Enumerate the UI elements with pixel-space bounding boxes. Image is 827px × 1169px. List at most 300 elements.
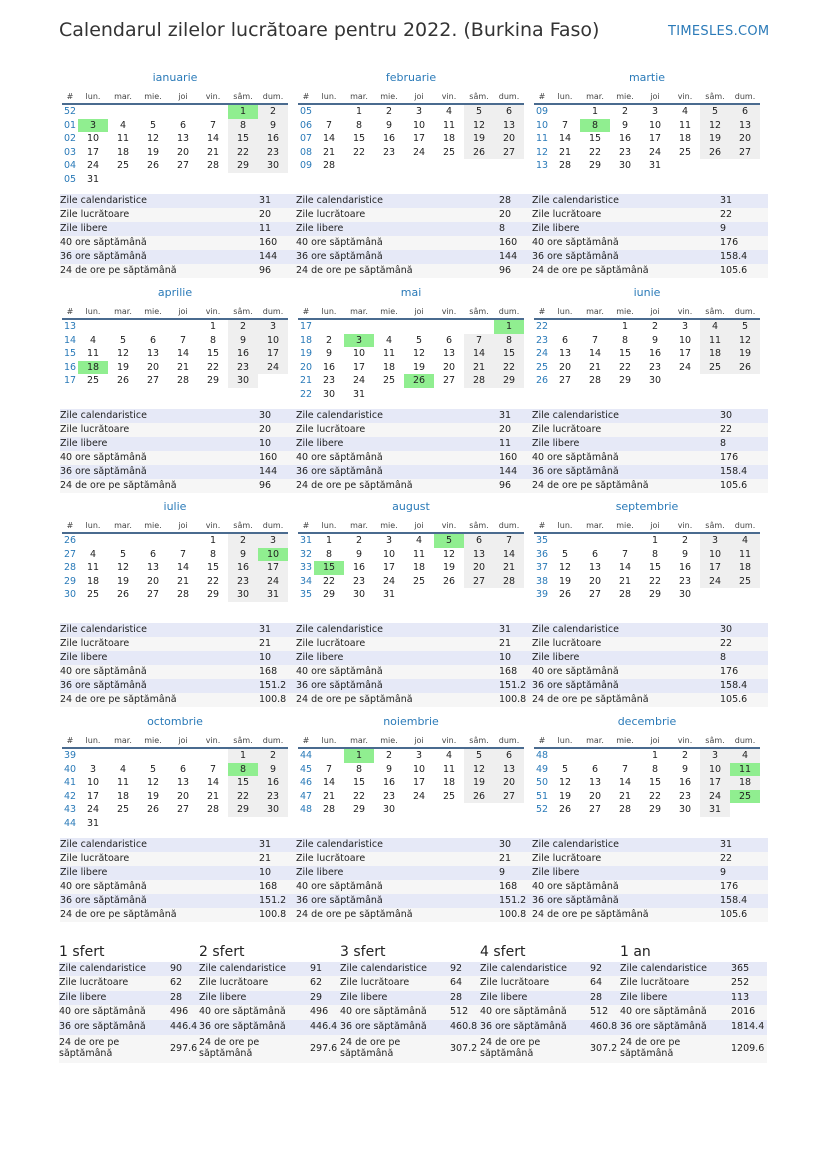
stat-row (532, 465, 768, 479)
weekend-day-cell: 27 (464, 575, 494, 589)
day-header: vin. (434, 89, 464, 104)
stat-row (532, 437, 768, 451)
day-cell: 20 (146, 575, 160, 587)
day-cell: 14 (588, 348, 602, 360)
weekend-day-cell: 13 (494, 763, 524, 777)
day-cell: 26 (146, 804, 160, 816)
week-number: 17 (64, 375, 77, 387)
stat-label: 40 ore săptămână (532, 237, 619, 248)
week-number: 09 (300, 160, 313, 172)
day-cell: 31 (648, 160, 662, 172)
stat-label: 24 de ore pe săptămână (60, 265, 177, 276)
weekend-day-cell: 31 (700, 803, 730, 817)
day-cell: 27 (176, 804, 190, 816)
weekend-day-cell: 15 (228, 776, 258, 790)
stat-label: 36 ore săptămână (532, 680, 619, 691)
day-cell: 14 (206, 133, 220, 145)
month-table (298, 89, 524, 173)
stat-value: 168 (499, 666, 518, 677)
stat-label: Zile lucrătoare (532, 209, 602, 220)
day-cell: 11 (116, 133, 130, 145)
weekend-day-cell: 22 (494, 361, 524, 375)
day-cell: 15 (206, 348, 220, 360)
week-row (62, 763, 288, 777)
week-number: 11 (536, 133, 549, 145)
day-cell: 6 (149, 548, 157, 560)
week-number: 04 (64, 160, 77, 172)
stat-label: 40 ore săptămână (532, 666, 619, 677)
week-number: 31 (300, 535, 313, 547)
summary-value: 297.6 (170, 1043, 198, 1054)
week-row (298, 548, 524, 562)
day-cell: 13 (588, 562, 602, 574)
day-cell: 23 (618, 146, 632, 158)
week-row (534, 104, 760, 119)
weekend-day-cell: 21 (494, 561, 524, 575)
weekend-day-cell: 8 (228, 119, 258, 133)
weekend-day-cell: 24 (700, 575, 730, 589)
day-cell: 11 (86, 348, 100, 360)
week-row (534, 776, 760, 790)
week-row (62, 548, 288, 562)
week-number: 48 (536, 750, 549, 762)
day-cell: 10 (382, 548, 396, 560)
weekend-day-cell: 29 (494, 374, 524, 388)
stat-value: 22 (720, 209, 733, 220)
stat-label: Zile lucrătoare (60, 853, 130, 864)
day-cell: 3 (415, 106, 423, 118)
stat-row (532, 479, 768, 493)
stat-value: 144 (499, 466, 518, 477)
month-name: septembrie (615, 500, 679, 513)
weekend-day-cell: 4 (730, 533, 760, 548)
day-cell: 6 (149, 334, 157, 346)
stat-label: Zile calendaristice (532, 624, 619, 635)
day-cell: 14 (176, 562, 190, 574)
day-header: mar. (580, 304, 610, 319)
week-number: 29 (64, 575, 77, 587)
weekend-day-cell: 24 (258, 575, 288, 589)
day-cell (168, 319, 198, 334)
weekend-day-cell: 8 (494, 334, 524, 348)
stat-row (532, 236, 768, 250)
stat-value: 144 (499, 251, 518, 262)
week-number: 48 (300, 804, 313, 816)
stat-label: Zile libere (532, 652, 580, 663)
stat-label: 40 ore săptămână (296, 237, 383, 248)
stat-value: 158.4 (720, 466, 748, 477)
day-header: # (534, 733, 550, 748)
week-row (298, 361, 524, 375)
weekend-day-cell: 12 (464, 763, 494, 777)
month-table (62, 89, 288, 186)
day-header: mie. (138, 518, 168, 533)
weekend-day-cell: 4 (730, 748, 760, 763)
stat-value: 31 (499, 624, 512, 635)
weekend-day-cell: 12 (700, 119, 730, 133)
day-header: mie. (374, 304, 404, 319)
week-row (62, 748, 288, 763)
week-number: 16 (64, 361, 77, 373)
day-cell: 12 (412, 348, 426, 360)
weekend-day-cell: 25 (700, 361, 730, 375)
day-cell (494, 803, 524, 817)
stat-value: 168 (259, 666, 278, 677)
week-number: 28 (64, 562, 77, 574)
day-header: vin. (670, 89, 700, 104)
summary-label: Zile lucrătoare (199, 977, 269, 988)
day-cell: 30 (678, 589, 692, 601)
stat-label: Zile lucrătoare (296, 638, 366, 649)
weekend-day-cell: 4 (700, 319, 730, 334)
weekend-day-cell: 13 (464, 548, 494, 562)
weekend-day-cell: 15 (494, 347, 524, 361)
day-cell: 1 (621, 321, 629, 333)
day-cell: 20 (558, 361, 572, 373)
day-cell: 28 (588, 375, 602, 387)
weekend-day-cell: 3 (700, 748, 730, 763)
day-cell: 29 (352, 804, 366, 816)
week-number: 41 (64, 777, 77, 789)
stat-label: Zile calendaristice (296, 839, 383, 850)
stat-value: 20 (499, 424, 512, 435)
day-cell (374, 159, 404, 173)
day-cell (228, 817, 258, 831)
day-header: mar. (344, 733, 374, 748)
day-header: joi (404, 518, 434, 533)
stat-value: 176 (720, 452, 739, 463)
summary-label: Zile calendaristice (620, 963, 707, 974)
week-number: 37 (536, 562, 549, 574)
week-row (298, 347, 524, 361)
summary-value: 113 (731, 992, 750, 1003)
day-cell (344, 319, 374, 334)
day-cell: 14 (322, 133, 336, 145)
day-header: vin. (434, 733, 464, 748)
day-cell: 11 (86, 562, 100, 574)
week-number: 08 (300, 146, 313, 158)
day-cell: 16 (382, 133, 396, 145)
stat-label: 24 de ore pe săptămână (532, 694, 649, 705)
stat-label: 40 ore săptămână (532, 452, 619, 463)
holiday-day-cell: 8 (228, 763, 258, 777)
week-row (62, 803, 288, 817)
week-row (534, 146, 760, 160)
summary-label: Zile lucrătoare (340, 977, 410, 988)
stat-row (296, 264, 532, 278)
stat-label: 40 ore săptămână (296, 881, 383, 892)
day-cell: 6 (179, 119, 187, 131)
stat-value: 96 (499, 480, 512, 491)
week-row (62, 790, 288, 804)
weekend-day-cell: 9 (258, 763, 288, 777)
day-cell: 22 (588, 146, 602, 158)
day-cell: 27 (146, 375, 160, 387)
weekend-day-cell: 10 (700, 763, 730, 777)
day-cell: 8 (621, 334, 629, 346)
day-cell (494, 588, 524, 602)
week-row (62, 146, 288, 160)
day-cell: 27 (442, 375, 456, 387)
day-header: joi (168, 733, 198, 748)
stat-row (532, 222, 768, 236)
day-cell (580, 319, 610, 334)
week-number: 40 (64, 763, 77, 775)
day-cell: 26 (558, 804, 572, 816)
weekend-day-cell: 19 (464, 132, 494, 146)
day-cell (138, 817, 168, 831)
summary-period-title: 2 sfert (199, 944, 245, 960)
stat-value: 31 (259, 624, 272, 635)
day-cell: 29 (206, 589, 220, 601)
day-cell: 2 (681, 535, 689, 547)
day-header: # (62, 89, 78, 104)
day-cell: 25 (86, 375, 100, 387)
stat-row (296, 651, 532, 665)
summary-value: 496 (170, 1006, 189, 1017)
stat-label: Zile lucrătoare (60, 209, 130, 220)
day-cell: 17 (352, 361, 366, 373)
day-cell: 28 (206, 804, 220, 816)
month-name: noiembrie (383, 715, 439, 728)
week-number: 20 (300, 361, 313, 373)
stat-row (60, 437, 296, 451)
brand-logo-link[interactable]: TIMESLES.COM (668, 24, 770, 39)
day-cell: 12 (558, 562, 572, 574)
stat-value: 20 (499, 209, 512, 220)
day-cell (434, 319, 464, 334)
day-cell: 11 (116, 777, 130, 789)
summary-label: Zile lucrătoare (480, 977, 550, 988)
weekend-day-cell: 10 (258, 334, 288, 348)
week-row (298, 776, 524, 790)
day-cell: 28 (176, 589, 190, 601)
day-cell: 15 (588, 133, 602, 145)
day-cell (168, 748, 198, 763)
day-header: lun. (550, 518, 580, 533)
stat-value: 160 (259, 452, 278, 463)
month-table (534, 733, 760, 817)
stat-label: 24 de ore pe săptămână (296, 480, 413, 491)
weekend-day-cell: 26 (700, 146, 730, 160)
holiday-day-cell: 1 (344, 748, 374, 763)
day-header: mie. (374, 518, 404, 533)
weekend-day-cell: 2 (228, 319, 258, 334)
day-cell: 7 (325, 763, 333, 775)
day-cell: 22 (648, 575, 662, 587)
day-cell: 31 (86, 173, 100, 185)
stat-value: 8 (720, 438, 727, 449)
day-cell: 25 (412, 575, 426, 587)
day-cell: 18 (442, 777, 456, 789)
week-row (534, 361, 760, 375)
day-header: joi (404, 304, 434, 319)
day-header: mie. (610, 89, 640, 104)
day-cell: 6 (179, 763, 187, 775)
day-cell (78, 533, 108, 548)
day-cell: 27 (588, 804, 602, 816)
day-header: dum. (494, 733, 524, 748)
week-row (298, 132, 524, 146)
day-header: dum. (258, 89, 288, 104)
stat-row (296, 465, 532, 479)
week-number: 32 (300, 548, 313, 560)
holiday-day-cell: 8 (580, 119, 610, 133)
day-cell: 23 (322, 375, 336, 387)
week-row (534, 347, 760, 361)
week-row (62, 374, 288, 388)
day-cell: 8 (651, 763, 659, 775)
weekend-day-cell: 26 (464, 146, 494, 160)
stat-value: 100.8 (259, 694, 287, 705)
week-number: 19 (300, 348, 313, 360)
day-header: # (298, 89, 314, 104)
summary-label: Zile lucrătoare (620, 977, 690, 988)
day-cell: 11 (382, 348, 396, 360)
month-octombrie (62, 715, 288, 830)
day-cell: 10 (412, 763, 426, 775)
holiday-day-cell: 5 (434, 533, 464, 548)
day-header: mar. (580, 89, 610, 104)
month-table (298, 518, 524, 602)
weekend-day-cell: 5 (464, 748, 494, 763)
stat-label: 24 de ore pe săptămână (296, 909, 413, 920)
day-cell (550, 319, 580, 334)
day-cell (404, 803, 434, 817)
day-cell (434, 159, 464, 173)
summary-label: Zile libere (340, 992, 388, 1003)
day-cell: 22 (352, 790, 366, 802)
stat-label: 24 de ore pe săptămână (532, 265, 649, 276)
day-cell: 22 (648, 790, 662, 802)
day-cell: 21 (618, 575, 632, 587)
weekend-day-cell: 20 (494, 776, 524, 790)
day-cell (434, 388, 464, 402)
day-cell: 21 (558, 146, 572, 158)
stat-value: 105.6 (720, 265, 748, 276)
day-cell (168, 104, 198, 119)
holiday-day-cell: 1 (494, 319, 524, 334)
day-cell (404, 588, 434, 602)
day-cell: 10 (648, 119, 662, 131)
stat-value: 176 (720, 666, 739, 677)
summary-label: Zile lucrătoare (59, 977, 129, 988)
day-cell: 23 (678, 790, 692, 802)
day-header: lun. (550, 304, 580, 319)
stat-row (296, 437, 532, 451)
month-iulie (62, 500, 288, 602)
stat-label: Zile calendaristice (296, 195, 383, 206)
stat-row (60, 908, 296, 922)
day-cell: 25 (678, 146, 692, 158)
day-cell (78, 104, 108, 119)
day-header: vin. (670, 304, 700, 319)
week-row (534, 803, 760, 817)
stat-row (60, 465, 296, 479)
day-cell (314, 748, 344, 763)
day-header: mie. (610, 304, 640, 319)
day-header: joi (640, 304, 670, 319)
week-number: 42 (64, 790, 77, 802)
month-table (62, 733, 288, 830)
day-header: sâm. (464, 518, 494, 533)
stat-value: 176 (720, 881, 739, 892)
day-cell: 7 (325, 119, 333, 131)
stat-value: 31 (499, 410, 512, 421)
weekend-day-cell: 3 (258, 533, 288, 548)
page-title: Calendarul zilelor lucrătoare pentru 2022. (Burkina Faso) (59, 19, 600, 41)
week-number: 06 (300, 119, 313, 131)
day-header: mie. (610, 518, 640, 533)
stat-label: 24 de ore pe săptămână (60, 480, 177, 491)
day-cell: 9 (385, 119, 393, 131)
stat-value: 151.2 (259, 895, 287, 906)
week-row (534, 588, 760, 602)
weekend-day-cell: 24 (700, 790, 730, 804)
day-cell: 4 (681, 106, 689, 118)
day-cell: 30 (678, 804, 692, 816)
week-row (298, 146, 524, 160)
stat-label: 24 de ore pe săptămână (532, 909, 649, 920)
week-row (298, 748, 524, 763)
week-number: 52 (536, 804, 549, 816)
stat-row (296, 250, 532, 264)
summary-label: 24 de ore pe săptămână (340, 1037, 401, 1059)
day-header: mie. (138, 89, 168, 104)
day-cell: 17 (678, 348, 692, 360)
stat-row (532, 208, 768, 222)
stat-value: 10 (259, 438, 272, 449)
month-name: decembrie (617, 715, 677, 728)
week-row (534, 159, 760, 173)
stat-label: Zile lucrătoare (60, 638, 130, 649)
stat-row (532, 866, 768, 880)
week-number: 10 (536, 119, 549, 131)
summary-label: 24 de ore pe săptămână (199, 1037, 260, 1059)
stat-value: 21 (499, 853, 512, 864)
day-header: vin. (198, 304, 228, 319)
day-cell (550, 533, 580, 548)
weekend-day-cell: 7 (464, 334, 494, 348)
day-cell: 30 (648, 375, 662, 387)
day-cell (344, 159, 374, 173)
week-number: 39 (536, 589, 549, 601)
day-cell: 1 (209, 535, 217, 547)
day-cell: 16 (382, 777, 396, 789)
day-cell: 20 (442, 361, 456, 373)
day-header: sâm. (228, 733, 258, 748)
summary-label: 40 ore săptămână (199, 1006, 286, 1017)
day-cell: 3 (651, 106, 659, 118)
stat-label: 36 ore săptămână (296, 466, 383, 477)
holiday-day-cell: 11 (730, 763, 760, 777)
day-cell: 10 (352, 348, 366, 360)
day-cell: 9 (385, 763, 393, 775)
week-row (534, 319, 760, 334)
day-cell (78, 748, 108, 763)
day-cell (700, 588, 730, 602)
day-cell: 15 (648, 777, 662, 789)
week-number: 12 (536, 146, 549, 158)
day-cell: 15 (352, 133, 366, 145)
day-cell (108, 104, 138, 119)
stat-row (296, 451, 532, 465)
day-cell: 12 (146, 777, 160, 789)
day-cell: 19 (558, 790, 572, 802)
weekend-day-cell: 18 (730, 776, 760, 790)
stat-label: 24 de ore pe săptămână (60, 694, 177, 705)
summary-value: 460.8 (590, 1021, 618, 1032)
